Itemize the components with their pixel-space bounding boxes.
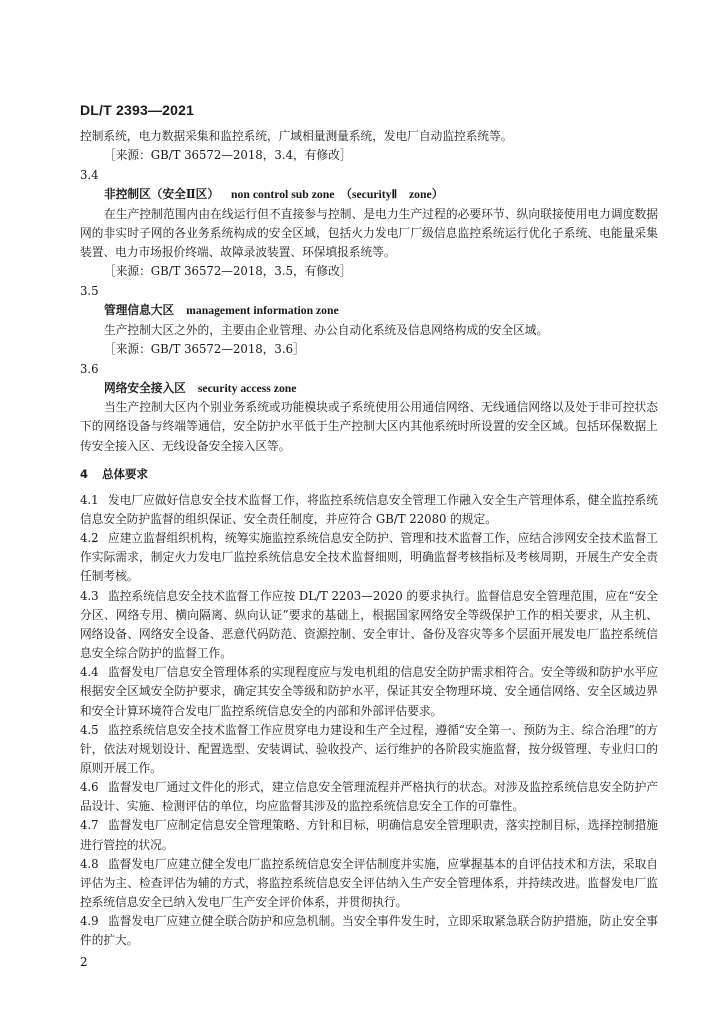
clause-number: 4.4 [80, 665, 99, 680]
clause-text: 发电厂应做好信息安全技术监督工作，将监控系统信息安全管理工作融入安全生产管理体系，健全监控系统信息安全防护监督的组织保证、安全责任制度，并应符合 GB/T 22080 的规定。 [80, 492, 658, 526]
clause-text: 监督发电厂应建立健全联合防护和应急机制。当安全事件发生时，立即采取紧急联合防护措施，防止安全事件的扩大。 [80, 914, 658, 948]
term-number: 3.5 [80, 284, 99, 299]
clause-text: 监督发电厂应建立健全发电厂监控系统信息安全评估制度并实施，应掌握基本的自评估技术和方法，采取自评估为主、检查评估为辅的方式，将监控系统信息安全评估纳入生产安全管理体系，并持续改进。监督发电厂监控系统信息安全已纳入发电厂生产安全评价体系，并贯彻执行。 [80, 856, 658, 910]
continuation-source: ［来源：GB/T 36572—2018，3.4，有修改］ [104, 148, 352, 163]
term-definition: 生产控制大区之外的，主要由企业管理、办公自动化系统及信息网络构成的安全区域。 [104, 322, 549, 337]
term-title [80, 379, 658, 398]
clause-text: 监控系统信息安全技术监督工作应贯穿电力建设和生产全过程，遵循“安全第一、预防为主、综合治理”的方针，依法对规划设计、配置选型、安装调试、验收投产、运行维护的各阶段实施监督，按分级管理、专业归口的原则开展工作。 [80, 722, 658, 775]
clause-number: 4.1 [80, 492, 99, 507]
term-title-cn: 非控制区（安全Ⅱ区） [104, 187, 220, 202]
document-body [80, 127, 658, 951]
term-entry-3-5 [80, 282, 658, 359]
clause-4-7 [80, 816, 658, 854]
term-source: ［来源：GB/T 36572—2018，3.5，有修改］ [104, 264, 352, 279]
term-entry-3-4 [80, 166, 658, 281]
clause-text: 监督发电厂应制定信息安全管理策略、方针和目标，明确信息安全管理职责，落实控制目标，选择控制措施进行管控的状况。 [80, 818, 658, 852]
continuation-text: 控制系统，电力数据采集和监控系统，广域相量测量系统，发电厂自动监控系统等。 [80, 129, 513, 143]
clause-text: 监督发电厂通过文件化的形式，建立信息安全管理流程并严格执行的状态。对涉及监控系统信息安全防护产品设计、实施、检测评估的单位，均应监督其涉及的监控系统信息安全工作的可靠性。 [80, 780, 658, 814]
term-title-cn: 网络安全接入区 [104, 381, 186, 396]
section-number: 4 [80, 466, 89, 481]
section-heading [80, 465, 658, 484]
term-title [80, 185, 658, 204]
term-number: 3.6 [80, 361, 99, 376]
clause-4-2 [80, 529, 658, 586]
term-title-en: security access zone [197, 382, 297, 396]
term-number: 3.4 [80, 168, 99, 183]
term-title-en: non control sub zone （securityⅡ zone） [231, 188, 444, 202]
term-definition: 当生产控制大区内个别业务系统或功能模块或子系统使用公用通信网络、无线通信网络以及处于非可控状态下的网络设备与终端等通信，安全防护水平低于生产控制大区内其他系统时所设置的安全区域。包括环保数据上传安全接入区、无线设备安全接入区等。 [80, 400, 658, 453]
clause-text: 监督发电厂信息安全管理体系的实现程度应与发电机组的信息安全防护需求相符合。安全等级和防护水平应根据安全区域安全防护要求，确定其安全等级和防护水平，保证其安全物理环境、安全通信网络、安全区域边界和安全计算环境符合发电厂监控系统信息安全的内部和外部评估要求。 [80, 665, 658, 718]
term-source: ［来源：GB/T 36572—2018，3.6］ [104, 341, 305, 356]
clause-number: 4.2 [80, 531, 99, 546]
clause-4-1 [80, 491, 658, 529]
clause-4-3 [80, 587, 658, 664]
clause-4-9 [80, 912, 658, 950]
clause-text: 监控系统信息安全技术监督工作应按 DL/T 2203—2020 的要求执行。监督信息安全管理范围，应在“安全分区、网络专用、横向隔离、纵向认证”要求的基础上，根据国家网络安全等级保护工作的相关要求，从主机、网络设备、网络安全设备、恶意代码防范、资源控制、安全审计、备份及容灾等多个层面开展发电厂监控系统信息安全综合防护的监督工作。 [80, 588, 658, 661]
clause-text: 应建立监督组织机构，统筹实施监控系统信息安全防护、管理和技术监督工作，应结合涉网安全技术监督工作实际需求，制定火力发电厂监控系统信息安全技术监督细则，明确监督考核指标及考核周期，开展生产安全责任制考核。 [80, 531, 658, 584]
document-id-header: DL/T 2393—2021 [80, 102, 195, 118]
clause-number: 4.8 [80, 856, 99, 871]
page-number: 2 [80, 955, 88, 969]
section-title: 总体要求 [102, 466, 149, 481]
term-title-cn: 管理信息大区 [104, 303, 175, 318]
clause-4-8 [80, 855, 658, 912]
term-title-en: management information zone [186, 304, 339, 318]
term-title [80, 301, 658, 320]
clause-4-4 [80, 663, 658, 720]
clause-4-6 [80, 778, 658, 816]
term-entry-3-6 [80, 360, 658, 456]
clause-number: 4.3 [80, 588, 99, 603]
clause-4-5 [80, 721, 658, 778]
clause-number: 4.7 [80, 818, 99, 833]
clause-number: 4.9 [80, 914, 99, 929]
term-definition: 在生产控制范围内由在线运行但不直接参与控制、是电力生产过程的必要环节、纵向联接使用电力调度数据网的非实时子网的各业务系统构成的安全区域，包括火力发电厂厂级信息监控系统运行优化子系统、电能量采集装置、电力市场报价终端、故障录波装置、环保填报系统等。 [80, 206, 658, 259]
clause-number: 4.5 [80, 722, 99, 737]
clause-number: 4.6 [80, 780, 99, 795]
